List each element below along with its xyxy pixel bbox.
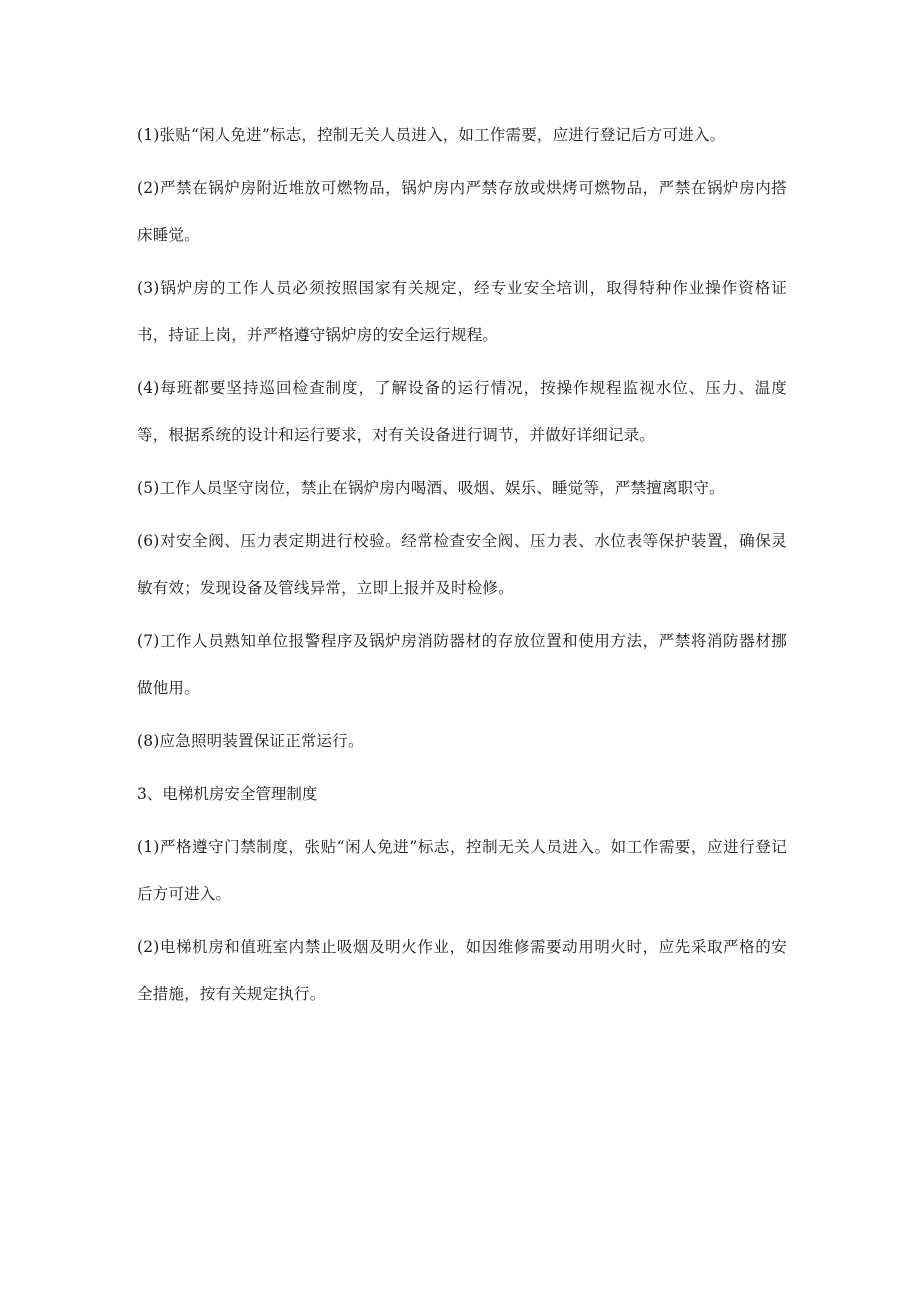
document-page bbox=[137, 112, 787, 1024]
section-paragraph-2: (2)电梯机房和值班室内禁止吸烟及明火作业，如因维修需要动用明火时，应先采取严格的安全措施，按有关规定执行。 bbox=[137, 938, 787, 1003]
paragraph-3: (3)锅炉房的工作人员必须按照国家有关规定，经专业安全培训，取得特种作业操作资格证书，持证上岗，并严格遵守锅炉房的安全运行规程。 bbox=[137, 279, 787, 344]
paragraph-2: (2)严禁在锅炉房附近堆放可燃物品，锅炉房内严禁存放或烘烤可燃物品，严禁在锅炉房内搭床睡觉。 bbox=[137, 179, 787, 244]
paragraph-1: (1)张贴“闲人免进”标志，控制无关人员进入，如工作需要，应进行登记后方可进入。 bbox=[137, 126, 726, 144]
paragraph-5: (5)工作人员坚守岗位，禁止在锅炉房内喝酒、吸烟、娱乐、睡觉等，严禁擅离职守。 bbox=[137, 479, 725, 497]
paragraph-6: (6)对安全阀、压力表定期进行校验。经常检查安全阀、压力表、水位表等保护装置，确保灵敏有效；发现设备及管线异常，立即上报并及时检修。 bbox=[137, 532, 787, 597]
section-heading: 3、电梯机房安全管理制度 bbox=[137, 785, 318, 803]
section-paragraph-1: (1)严格遵守门禁制度，张贴“闲人免进”标志，控制无关人员进入。如工作需要，应进行登记后方可进入。 bbox=[137, 838, 787, 903]
paragraph-4: (4)每班都要坚持巡回检查制度，了解设备的运行情况，按操作规程监视水位、压力、温度等，根据系统的设计和运行要求，对有关设备进行调节，并做好详细记录。 bbox=[137, 379, 787, 444]
paragraph-7: (7)工作人员熟知单位报警程序及锅炉房消防器材的存放位置和使用方法，严禁将消防器材挪做他用。 bbox=[137, 632, 787, 697]
paragraph-8: (8)应急照明装置保证正常运行。 bbox=[137, 732, 364, 750]
